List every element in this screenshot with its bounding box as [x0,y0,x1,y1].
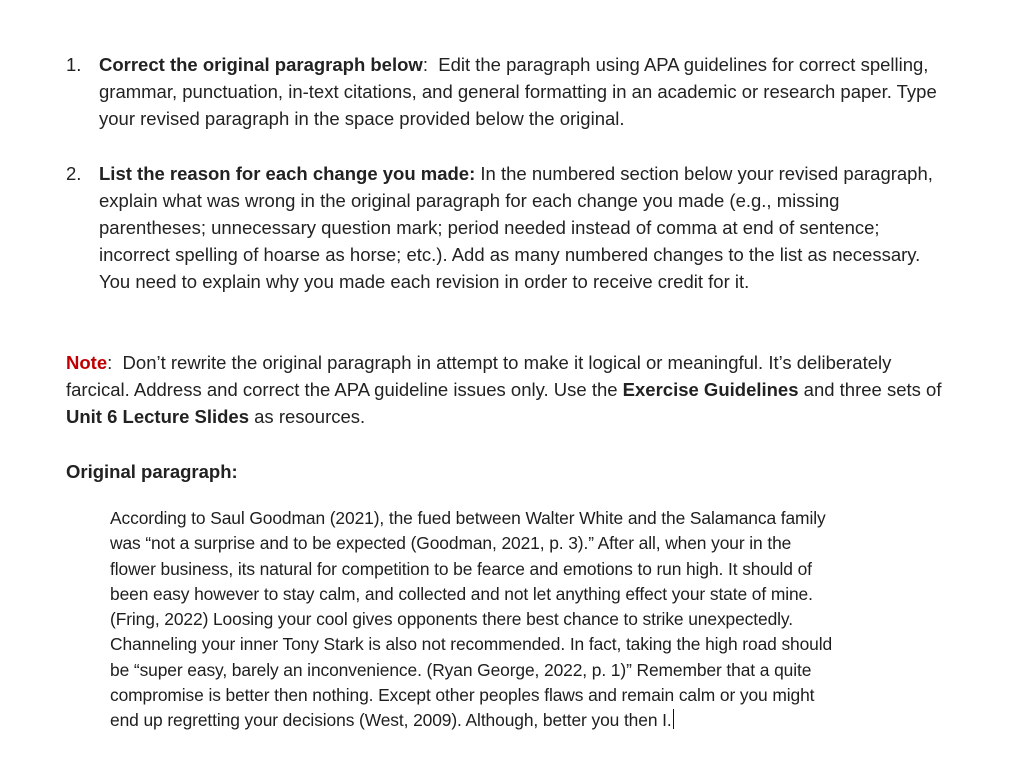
paragraph-line: flower business, its natural for competition to be fearce and emotions to run high. It should of [110,558,812,579]
instruction-separator: : [422,54,439,75]
note-paragraph [66,349,946,430]
paragraph-line: compromise is better then nothing. Except other peoples flaws and remain calm or you might [110,685,815,706]
note-text: as resources. [249,406,366,427]
instruction-item-2 [66,160,946,295]
original-paragraph-heading: Original paragraph: [66,461,238,482]
note-label: Note [66,352,108,373]
paragraph-line: was “not a surprise and to be expected (Goodman, 2021, p. 3).” After all, when your in the [110,533,792,554]
text-cursor [673,709,675,729]
note-text: and three sets of [798,379,947,400]
original-paragraph[interactable] [110,506,940,734]
note-bold-exercise-guidelines: Exercise Guidelines [622,379,799,400]
paragraph-line-last [110,708,940,733]
instruction-title: List the reason for each change you made: [99,163,476,184]
paragraph-line: been easy however to stay calm, and collected and not let anything effect your state of mine. [110,583,813,604]
instruction-item-1 [66,51,946,132]
note-bold-lecture-slides: Unit 6 Lecture Slides [66,406,249,427]
paragraph-line: be “super easy, barely an inconvenience. (Ryan George, 2022, p. 1)” Remember that a quite [110,659,812,680]
paragraph-line: Channeling your inner Tony Stark is also not recommended. In fact, taking the high road should [110,634,833,655]
instruction-text: Edit the paragraph using APA guidelines for correct spelling, grammar, punctuation, in-text citations, and general formatting in an academic or research paper. Type your revised paragraph in the space provided below the original. [99,54,937,129]
paragraph-line: end up regretting your decisions (West, 2009). Although, better you then I. [110,710,672,731]
paragraph-line: (Fring, 2022) Loosing your cool gives opponents there best chance to strike unexpectedly. [110,609,793,630]
instruction-body [99,51,946,132]
paragraph-line: According to Saul Goodman (2021), the fued between Walter White and the Salamanca family [110,508,826,528]
instruction-number: 1. [66,54,82,75]
instruction-title: Correct the original paragraph below [99,54,423,75]
note-text: : Don’t rewrite the original paragraph in attempt to make it logical or meaningful. It’s deliberately farcical. Address and correct the APA guideline issues only. Use the [66,352,897,400]
instruction-text: In the numbered section below your revised paragraph, explain what was wrong in the original paragraph for each change you made (e.g., missing parentheses; unnecessary question mark; period needed instead of comma at end of sentence; incorrect spelling of hoarse as horse; etc.). Add as many numbered changes to the list as necessary. You need to explain why you made each revision in order to receive credit for it. [99,163,933,292]
instruction-body [99,160,946,295]
instruction-number: 2. [66,163,82,184]
